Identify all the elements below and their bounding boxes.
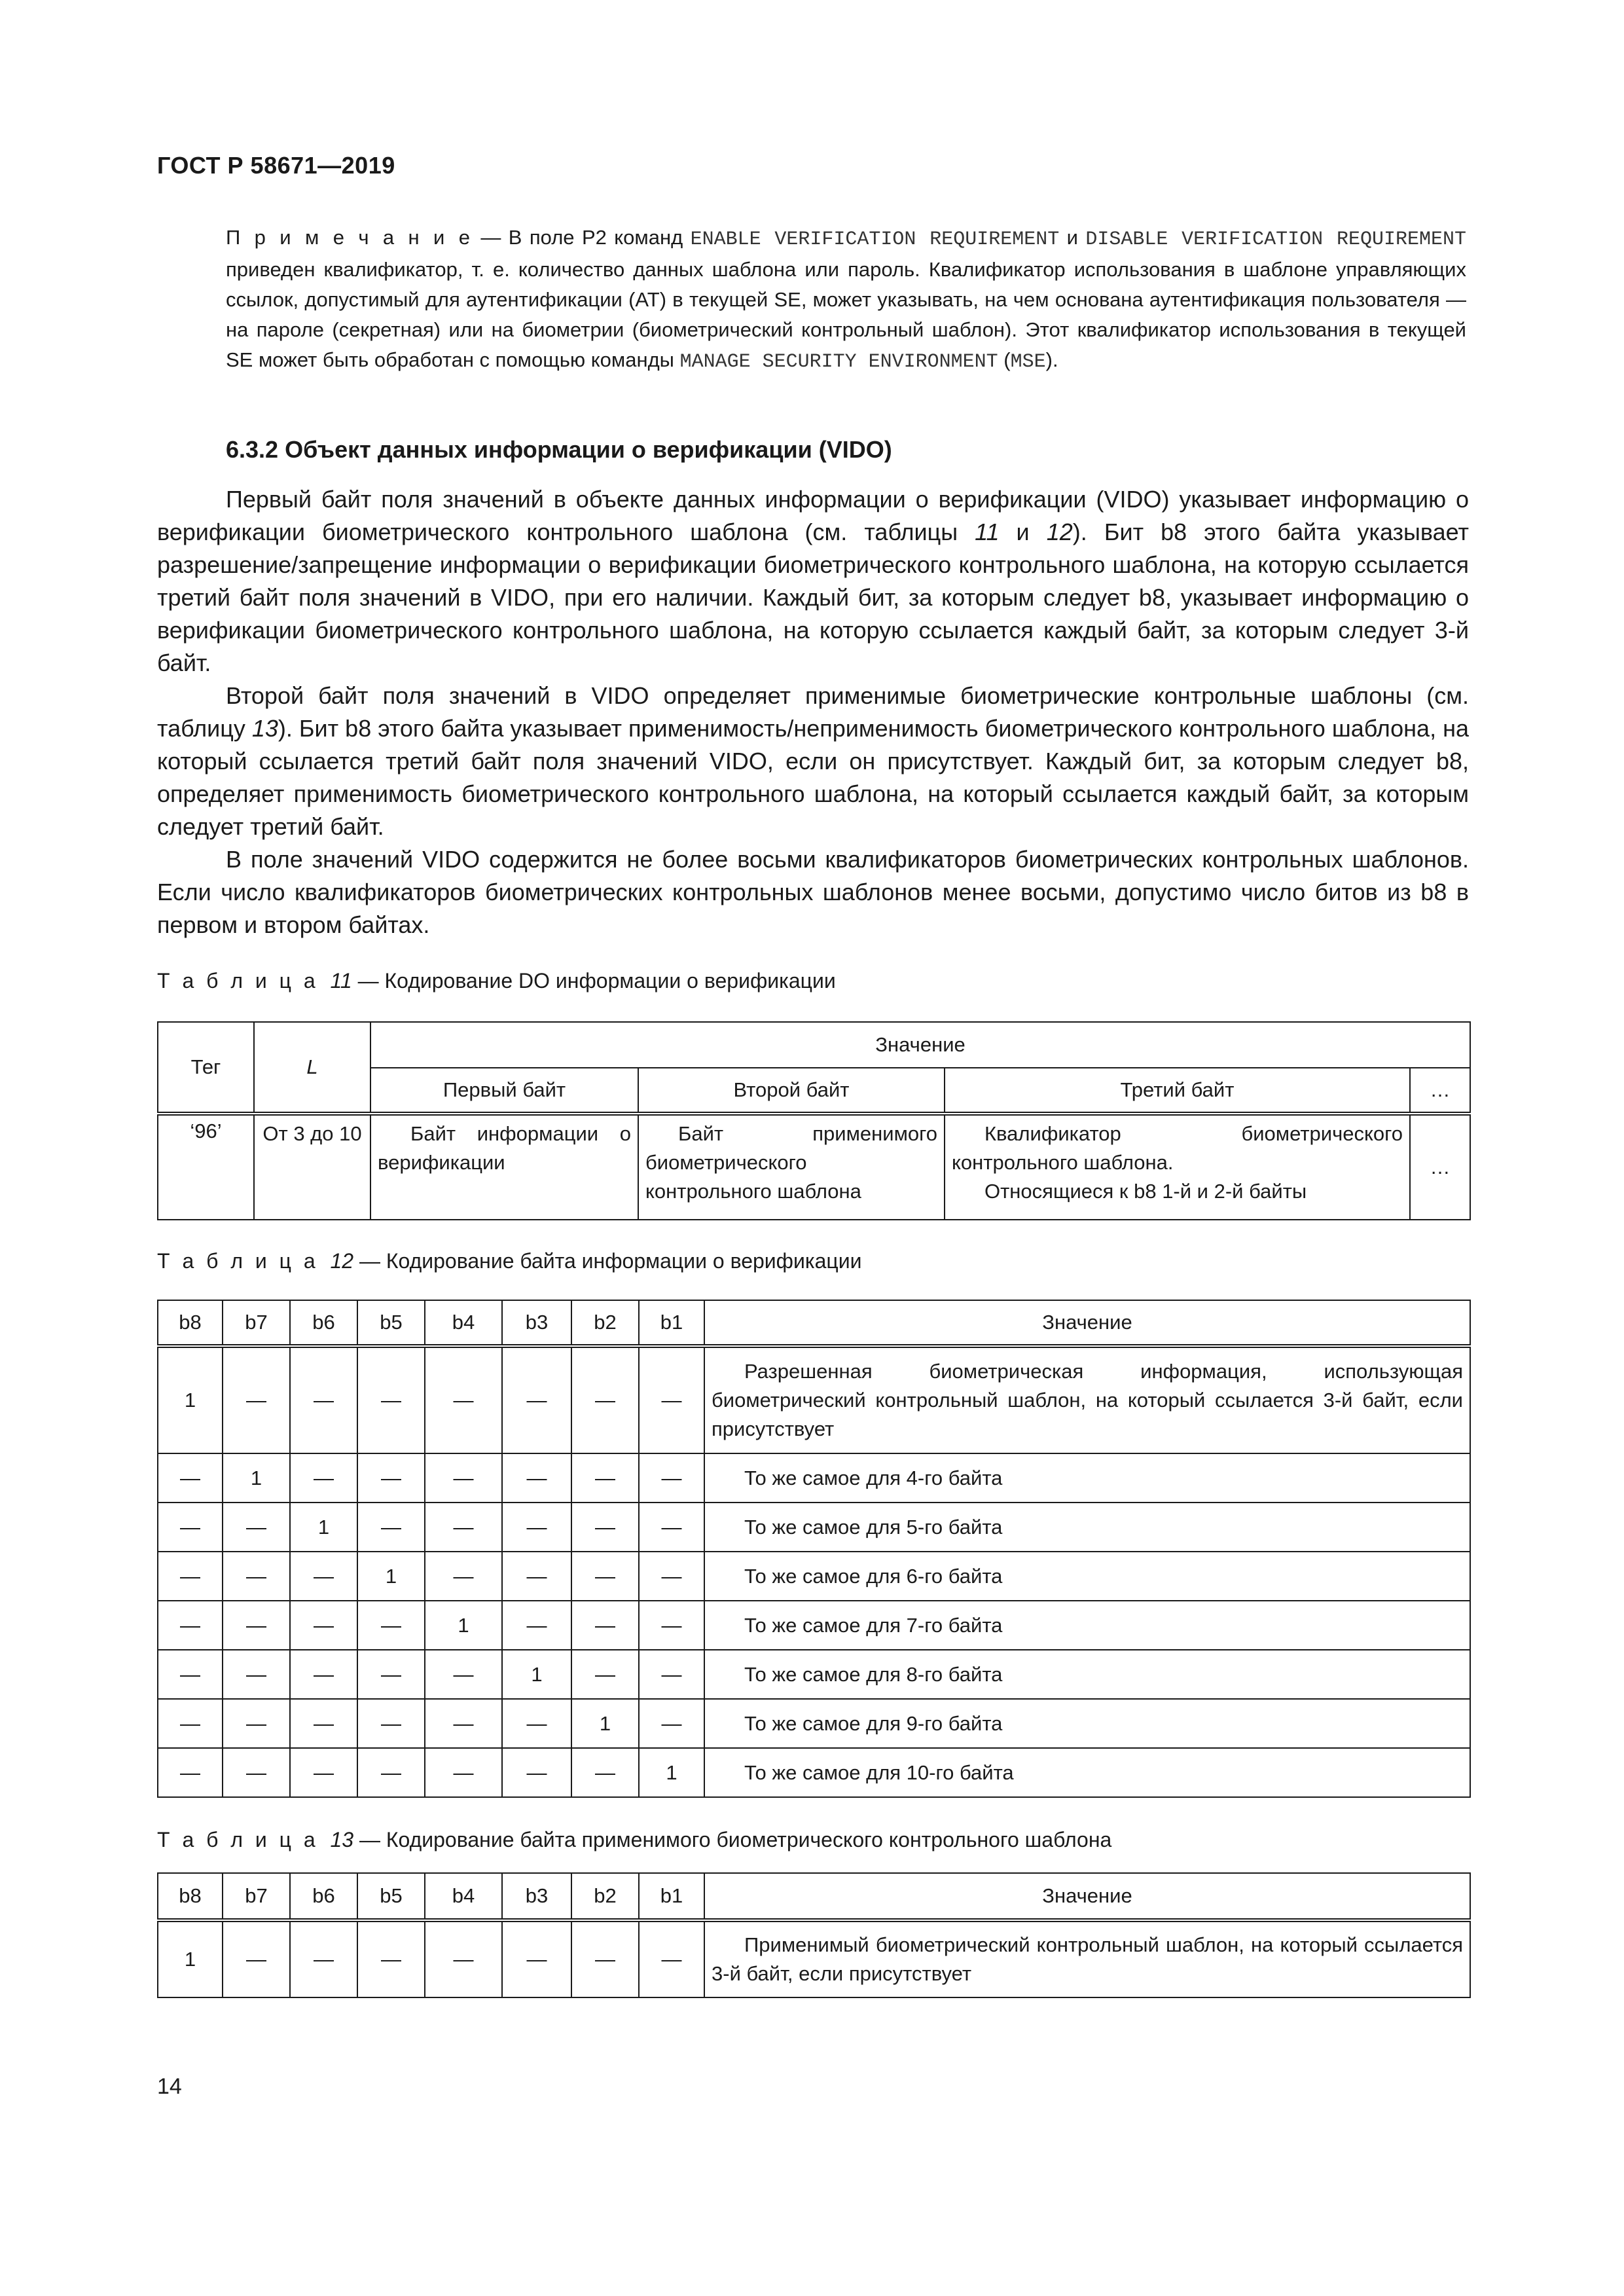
header-b7: b7	[223, 1873, 290, 1920]
table-row: ‘96’ От 3 до 10 Байт информации о верификации Байт применимого биометрического контрольного шаблона Квалификатор биометрического контрольного шаблона. Относящиеся к b8 1-й и 2-й байты …	[158, 1114, 1470, 1220]
header-value: Значение	[704, 1300, 1470, 1346]
table-row: — — — — — 1 — — То же самое для 8-го байта	[158, 1650, 1470, 1699]
header-byte-1: Первый байт	[370, 1068, 638, 1114]
header-value: Значение	[704, 1873, 1470, 1920]
table-12-caption: Т а б л и ц а 12 — Кодирование байта информации о верификации	[157, 1249, 862, 1273]
header-tag: Тег	[158, 1022, 254, 1114]
header-b3: b3	[502, 1300, 571, 1346]
header-b3: b3	[502, 1873, 571, 1920]
header-byte-3: Третий байт	[945, 1068, 1410, 1114]
table-row: — 1 — — — — — — То же самое для 4-го байта	[158, 1453, 1470, 1503]
section-heading: 6.3.2 Объект данных информации о верификации (VIDO)	[226, 436, 892, 463]
header-b4: b4	[425, 1300, 502, 1346]
command-enable-verification: ENABLE VERIFICATION REQUIREMENT	[690, 228, 1060, 251]
paragraph-1: Первый байт поля значений в объекте данных информации о верификации (VIDO) указывает информацию о верификации биометрического контрольного шаблона (см. таблицы 11 и 12). Бит b8 этого байта указывает разрешение/запрещение информации о верификации биометрического контрольного шаблона, на которую ссылается третий байт поля значений в VIDO, при его наличии. Каждый бит, за которым следует b8, указывает информацию о верификации биометрического контрольного шаблона, на которую ссылается каждый байт, за которым следует 3-й байт.	[157, 486, 1469, 676]
header-b5: b5	[357, 1300, 425, 1346]
table-row: — — — 1 — — — — То же самое для 6-го байта	[158, 1552, 1470, 1601]
header-value: Значение	[370, 1022, 1470, 1068]
table-row: — — — — — — 1 — То же самое для 9-го байта	[158, 1699, 1470, 1748]
table-row: 1 — — — — — — — Применимый биометрический контрольный шаблон, на который ссылается 3-й байт, если присутствует	[158, 1920, 1470, 1997]
header-b7: b7	[223, 1300, 290, 1346]
table-12	[157, 1300, 1471, 1798]
header-b6: b6	[290, 1873, 357, 1920]
command-disable-verification: DISABLE VERIFICATION REQUIREMENT	[1085, 228, 1467, 251]
table-13	[157, 1872, 1471, 1998]
table-row: — — — — 1 — — — То же самое для 7-го байта	[158, 1601, 1470, 1650]
header-b5: b5	[357, 1873, 425, 1920]
command-mse: MSE	[1010, 351, 1046, 373]
table-13-caption: Т а б л и ц а 13 — Кодирование байта применимого биометрического контрольного шаблона	[157, 1828, 1112, 1851]
header-b1: b1	[639, 1873, 704, 1920]
table-row: 1 — — — — — — — Разрешенная биометрическая информация, использующая биометрический контрольный шаблон, на который ссылается 3-й байт, если присутствует	[158, 1346, 1470, 1453]
table-11	[157, 1021, 1471, 1220]
header-b4: b4	[425, 1873, 502, 1920]
command-manage-security: MANAGE SECURITY ENVIRONMENT	[679, 351, 998, 373]
document-header: ГОСТ Р 58671—2019	[157, 152, 395, 179]
table-row: — — 1 — — — — — То же самое для 5-го байта	[158, 1503, 1470, 1552]
header-byte-2: Второй байт	[638, 1068, 945, 1114]
header-b2: b2	[571, 1300, 639, 1346]
table-11-caption: Т а б л и ц а 11 — Кодирование DO информации о верификации	[157, 969, 836, 993]
header-b2: b2	[571, 1873, 639, 1920]
header-b1: b1	[639, 1300, 704, 1346]
header-b8: b8	[158, 1300, 223, 1346]
paragraph-2: Второй байт поля значений в VIDO определяет применимые биометрические контрольные шаблоны (см. таблицу 13). Бит b8 этого байта указывает применимость/неприменимость биометрического контрольного шаблона, на который ссылается третий байт поля значений VIDO, если он присутствует. Каждый бит, за которым следует b8, определяет применимость биометрического контрольного шаблона, на который ссылается каждый байт, за которым следует третий байт.	[157, 682, 1469, 840]
note-paragraph: П р и м е ч а н и е — В поле P2 команд ENABLE VERIFICATION REQUIREMENT и DISABLE VERIFICATION REQUIREMENT приведен квалификатор, т. е. количество данных шаблона или пароль. Квалификатор использования в шаблоне управляющих ссылок, допустимый для аутентификации (AT) в текущей SE, может указывать, на чем основана аутентификация пользователя — на пароле (секретная) или на биометрии (биометрический контрольный шаблон). Этот квалификатор использования в текущей SE может быть обработан с помощью команды MANAGE SECURITY ENVIRONMENT (MSE).	[226, 226, 1467, 373]
page-number: 14	[157, 2074, 182, 2099]
section-body	[157, 483, 1469, 941]
header-more: …	[1410, 1068, 1470, 1114]
paragraph-3: В поле значений VIDO содержится не более восьми квалификаторов биометрических контрольных шаблонов. Если число квалификаторов биометрических контрольных шаблонов менее восьми, допустимо число битов из b8 в первом и втором байтах.	[157, 846, 1469, 938]
header-b8: b8	[158, 1873, 223, 1920]
header-length: L	[254, 1022, 370, 1114]
note-label: П р и м е ч а н и е	[226, 226, 474, 249]
table-row: — — — — — — — 1 То же самое для 10-го байта	[158, 1748, 1470, 1797]
header-b6: b6	[290, 1300, 357, 1346]
